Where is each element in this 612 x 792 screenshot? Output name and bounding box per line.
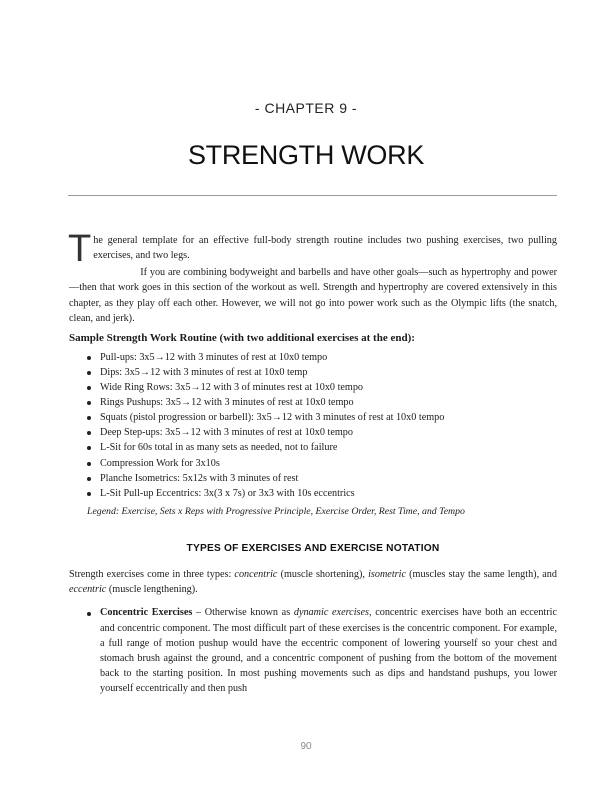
list-item [87,410,557,425]
list-item-text: Deep Step-ups: 3x5→12 with 3 minutes of rest at 10x0 tempo [100,427,353,439]
list-item [87,471,557,486]
types-intro-text: (muscle lengthening). [106,584,198,595]
exercise-types [69,567,557,697]
list-item [87,440,557,455]
list-item-text: Pull-ups: 3x5→12 with 3 minutes of rest at 10x0 tempo [100,351,328,363]
list-item [87,605,557,696]
routine-legend: Legend: Exercise, Sets x Reps with Progressive Principle, Exercise Order, Rest Time, and Tempo [87,505,465,517]
bullet-icon [87,431,91,435]
types-intro-text: Strength exercises come in three types: [69,568,235,580]
list-item-text: Compression Work for 3x10s [100,457,220,469]
list-item [87,456,557,471]
list-item-text: L-Sit for 60s total in as many sets as needed, not to failure [100,442,338,454]
list-item [87,365,557,380]
bullet-icon [87,462,91,466]
list-item-text: concentric exercises have both an eccentric and concentric component. The most difficult part of these exercises is the concentric component. For example, a full range of motion pushup would have the eccentric component of lowering yourself so your chest and stomach brush against the ground, and a concentric component of pushing from the bottom of the movement back to the starting position. In most pushing movements such as dips and handstand pushups, you lower yourself eccentrically and then push [100,607,558,695]
dynamic-exercises-term: dynamic exercises, [293,607,372,619]
list-item-text: L-Sit Pull-up Eccentrics: 3x(3 x 7s) or 3x3 with 10s eccentrics [100,487,355,499]
drop-cap: T [68,228,92,270]
types-intro-text: (muscle shortening), [277,568,369,580]
list-item-text: Planche Isometrics: 5x12s with 3 minutes of rest [100,472,299,484]
list-item-text: – Otherwise known as [192,607,294,619]
list-item [87,350,557,365]
bullet-icon [87,416,91,420]
term-isometric: isometric [368,568,406,580]
divider [68,195,557,196]
list-item-text: Wide Ring Rows: 3x5→12 with 3 of minutes rest at 10x0 tempo [100,382,364,394]
chapter-title: STRENGTH WORK [187,140,425,170]
page-number: 90 [300,741,312,752]
routine-list [69,350,557,501]
second-paragraph: If you are combining bodyweight and barbells and have other goals—such as hypertrophy and power—then that work goes in this section of the workout as well. Strength and hypertrophy are covered extensively in this chapter, as they play off each other. However, we will not go into power work such as the Olympic lifts (the snatch, clean, and jerk). [69,266,557,325]
bullet-icon [87,612,91,616]
bullet-icon [87,477,91,481]
intro-text: he general template for an effective full-body strength routine includes two pushing exercises, two pulling exercises, and two legs. [93,235,557,262]
list-item-text: Squats (pistol progression or barbell): 3x5→12 with 3 minutes of rest at 10x0 tempo [100,412,445,424]
intro-paragraph [68,228,557,270]
bullet-icon [87,386,91,390]
types-list [69,605,557,696]
list-item [87,380,557,395]
term-eccentric: eccentric [69,584,107,595]
bullet-icon [87,371,91,375]
types-intro-text: (muscles stay the same length), and [405,568,557,580]
bullet-icon [87,446,91,450]
list-item-text: Dips: 3x5→12 with 3 minutes of rest at 10x0 temp [100,366,308,378]
bullet-icon [87,492,91,496]
section-heading: TYPES OF EXERCISES AND EXERCISE NOTATION [186,543,440,555]
types-intro [69,567,557,598]
list-item [87,395,557,410]
routine-heading: Sample Strength Work Routine (with two additional exercises at the end): [69,332,415,345]
list-item-text: Rings Pushups: 3x5→12 with 3 minutes of rest at 10x0 tempo [100,397,354,409]
bullet-icon [87,401,91,405]
concentric-term: Concentric Exercises [100,607,193,619]
term-concentric: concentric [234,568,278,580]
list-item [87,425,557,440]
list-item [87,486,557,501]
bullet-icon [87,356,91,360]
chapter-label: - CHAPTER 9 - [254,100,358,116]
page-content [68,228,558,697]
